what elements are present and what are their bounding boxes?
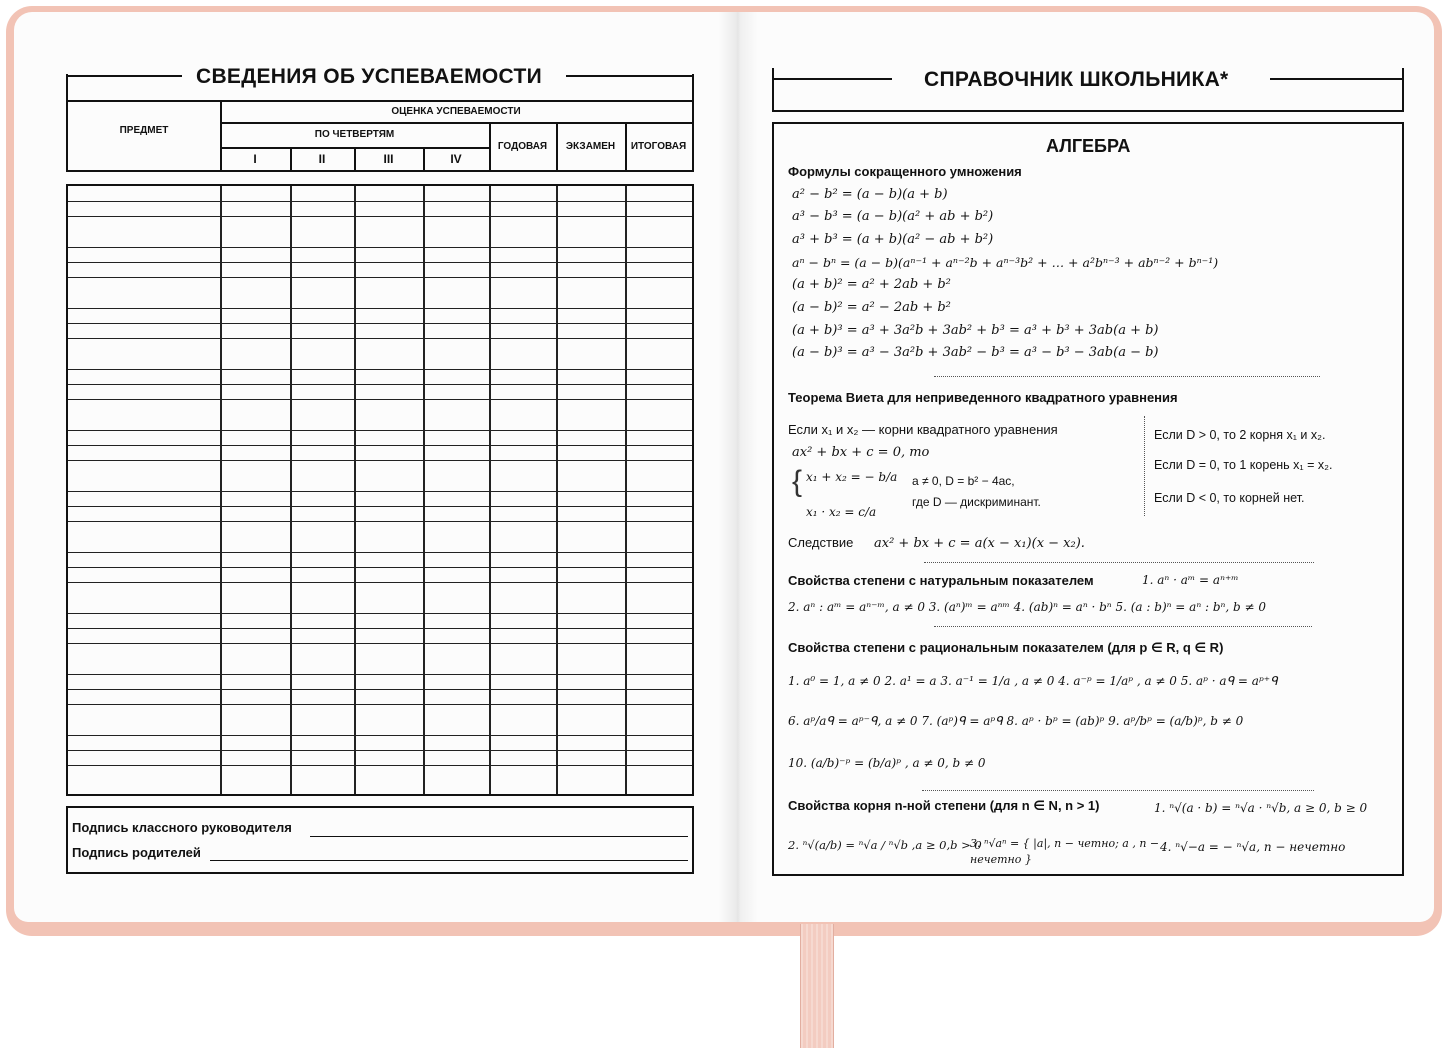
formula-line: (a + b)² = a² + 2ab + b² — [792, 277, 951, 292]
formula-line: aⁿ − bⁿ = (a − b)(aⁿ⁻¹ + aⁿ⁻²b + aⁿ⁻³b² + … + a²bⁿ⁻³ + abⁿ⁻² + bⁿ⁻¹) — [792, 255, 1219, 270]
section-divider — [934, 376, 1320, 377]
vieta-sum: x₁ + x₂ = − b/a — [806, 470, 898, 484]
grades-header: ОЦЕНКА УСПЕВАЕМОСТИ — [391, 105, 521, 117]
formula-line: a² − b² = (a − b)(a + b) — [792, 187, 948, 202]
vieta-equation: ax² + bx + c = 0, то — [792, 445, 930, 460]
exam-header: ЭКЗАМЕН — [565, 140, 616, 152]
rational-power-rules-2: 6. aᵖ/aᑫ = aᵖ⁻ᑫ, a ≠ 0 7. (aᵖ)ᑫ = aᵖᑫ 8. aᵖ · bᵖ = (ab)ᵖ 9. aᵖ/bᵖ = (a/b)ᵖ, b ≠ 0 — [788, 714, 1244, 728]
natural-powers-heading: Свойства степени с натуральным показателем — [788, 573, 1094, 588]
quarter-2-header: II — [318, 152, 326, 166]
algebra-reference: АЛГЕБРА Формулы сокращенного умножения a² − b² = (a − b)(a + b) a³ − b³ = (a − b)(a² + ab + b²) a³ + b³ = (a + b)(a² − ab + b²) aⁿ − bⁿ = (a − b)(aⁿ⁻¹ + aⁿ⁻²b + aⁿ⁻³b² + … + a²bⁿ⁻³ + abⁿ⁻² + bⁿ⁻¹) (a + b)² = a² + 2ab + b² (a − b)² = a² − 2ab + b² (a + b)³ = a³ + 3a²b + 3ab² + b³ = a³ + b³ + 3ab(a + b) (a − b)³ = a³ − 3a²b + 3ab² − b³ = a³ − b³ − 3ab(a − b) Теорема Виета для неприведенного квадратного уравнения Если x₁ и x₂ — корни квадратного уравнения ax² + bx + c = 0, то { x₁ + x₂ = − b/a x₁ · x₂ = c/a a ≠ 0, D = b² − 4ac, где D — дискриминант. Если D > 0, то 2 корня x₁ и x₂. Если D = 0, то 1 корень x₁ = x₂. Если D < 0, то корней нет. Следствие ax² + bx + c = a(x − x₁)(x − x₂). Свойства степени с натуральным показателем 1. aⁿ · aᵐ = aⁿ⁺ᵐ 2. aⁿ : aᵐ = aⁿ⁻ᵐ, a ≠ 0 3. (aⁿ)ᵐ = aⁿᵐ 4. (ab)ⁿ = aⁿ · bⁿ 5. (a : b)ⁿ = aⁿ : bⁿ, b ≠ 0 Свойства степени с рациональным показателем (для p ∈ R, q ∈ R) 1. a⁰ = 1, a ≠ 0 2. a¹ = a 3. a⁻¹ = 1/a , a ≠ 0 4. a⁻ᵖ = 1/aᵖ , a ≠ 0 5. aᵖ · aᑫ = aᵖ⁺ᑫ 6. aᵖ/aᑫ = aᵖ⁻ᑫ, a ≠ 0 7. (aᵖ)ᑫ = aᵖᑫ 8. aᵖ · bᵖ = (ab)ᵖ 9. aᵖ/bᵖ = (a/b)ᵖ, b ≠ 0 10. (a/b)⁻ᵖ = (b/a)ᵖ , a ≠ 0, b ≠ 0 Свойства корня n-ной степени (для n ∈ N, n > 1) 1. ⁿ√(a · b) = ⁿ√a · ⁿ√b, a ≥ 0, b ≥ 0 2. ⁿ√(a/b) = ⁿ√a / ⁿ√b ,a ≥ 0,b > 0 3. ⁿ√aⁿ = { |a|, n − четно; a , n − нечетно } 4. ⁿ√−a = − ⁿ√a, n − нечетно — [772, 122, 1404, 876]
vieta-condition: a ≠ 0, D = b² − 4ac, — [912, 474, 1015, 488]
vieta-case-zero: Если D = 0, то 1 корень x₁ = x₂. — [1154, 458, 1333, 472]
grades-table-header — [66, 74, 694, 172]
quarter-4-header: IV — [450, 152, 462, 166]
root-rule-3: 3. ⁿ√aⁿ = { |a|, n − четно; a , n − нечетно } — [970, 837, 1160, 866]
corollary-label: Следствие — [788, 535, 854, 550]
roots-heading: Свойства корня n-ной степени (для n ∈ N, n > 1) — [788, 798, 1100, 813]
grades-title: СВЕДЕНИЯ ОБ УСПЕВАЕМОСТИ — [182, 65, 556, 89]
reference-title: СПРАВОЧНИК ШКОЛЬНИКА* — [910, 68, 1243, 92]
vieta-case-positive: Если D > 0, то 2 корня x₁ и x₂. — [1154, 428, 1326, 442]
reference-title-block — [772, 68, 1404, 112]
vieta-heading: Теорема Виета для неприведенного квадратного уравнения — [788, 390, 1178, 405]
natural-power-rules: 2. aⁿ : aᵐ = aⁿ⁻ᵐ, a ≠ 0 3. (aⁿ)ᵐ = aⁿᵐ 4. (ab)ⁿ = aⁿ · bⁿ 5. (a : b)ⁿ = aⁿ : bⁿ, b ≠ 0 — [788, 600, 1267, 614]
algebra-heading: АЛГЕБРА — [1046, 136, 1131, 156]
corollary-formula: ax² + bx + c = a(x − x₁)(x − x₂). — [874, 536, 1085, 551]
parent-signature-line[interactable] — [210, 860, 688, 861]
rational-powers-heading: Свойства степени с рациональным показателем (для p ∈ R, q ∈ R) — [788, 640, 1224, 655]
teacher-signature-label: Подпись классного руководителя — [72, 820, 292, 835]
formula-line: (a − b)³ = a³ − 3a²b + 3ab² − b³ = a³ − b³ − 3ab(a − b) — [792, 345, 1159, 360]
abbrev-mult-heading: Формулы сокращенного умножения — [788, 164, 1022, 179]
signature-box — [66, 806, 694, 874]
annual-header: ГОДОВАЯ — [497, 140, 548, 152]
vieta-product: x₁ · x₂ = c/a — [806, 505, 877, 519]
rational-power-rules-3: 10. (a/b)⁻ᵖ = (b/a)ᵖ , a ≠ 0, b ≠ 0 — [788, 756, 986, 770]
formula-line: a³ − b³ = (a − b)(a² + ab + b²) — [792, 209, 994, 224]
final-header: ИТОГОВАЯ — [630, 140, 687, 152]
formula-line: a³ + b³ = (a + b)(a² − ab + b²) — [792, 232, 994, 247]
teacher-signature-line[interactable] — [310, 836, 688, 837]
vieta-discriminant-note: где D — дискриминант. — [912, 495, 1041, 509]
quarters-header: ПО ЧЕТВЕРТЯМ — [314, 129, 395, 140]
vieta-intro: Если x₁ и x₂ — корни квадратного уравнения — [788, 422, 1058, 437]
grades-grid[interactable] — [66, 184, 694, 796]
formula-line: (a − b)² = a² − 2ab + b² — [792, 300, 951, 315]
formula-line: (a + b)³ = a³ + 3a²b + 3ab² + b³ = a³ + b³ + 3ab(a + b) — [792, 323, 1159, 338]
section-divider — [922, 790, 1314, 791]
root-rule-2: 2. ⁿ√(a/b) = ⁿ√a / ⁿ√b ,a ≥ 0,b > 0 — [788, 838, 982, 852]
subject-header: ПРЕДМЕТ — [119, 124, 169, 136]
parent-signature-label: Подпись родителей — [72, 845, 201, 860]
section-divider — [924, 562, 1314, 563]
quarter-1-header: I — [253, 152, 257, 166]
rational-power-rules-1: 1. a⁰ = 1, a ≠ 0 2. a¹ = a 3. a⁻¹ = 1/a , a ≠ 0 4. a⁻ᵖ = 1/aᵖ , a ≠ 0 5. aᵖ · aᑫ = aᵖ⁺ᑫ — [788, 674, 1278, 688]
root-rule-1: 1. ⁿ√(a · b) = ⁿ√a · ⁿ√b, a ≥ 0, b ≥ 0 — [1154, 801, 1368, 815]
bookmark-ribbon[interactable] — [800, 924, 834, 1048]
root-rule-4: 4. ⁿ√−a = − ⁿ√a, n − нечетно — [1160, 840, 1346, 854]
natural-power-rule-1: 1. aⁿ · aᵐ = aⁿ⁺ᵐ — [1142, 573, 1239, 587]
quarter-3-header: III — [383, 152, 394, 166]
section-divider — [934, 626, 1312, 627]
vieta-case-negative: Если D < 0, то корней нет. — [1154, 491, 1305, 505]
page-gutter — [718, 12, 758, 922]
